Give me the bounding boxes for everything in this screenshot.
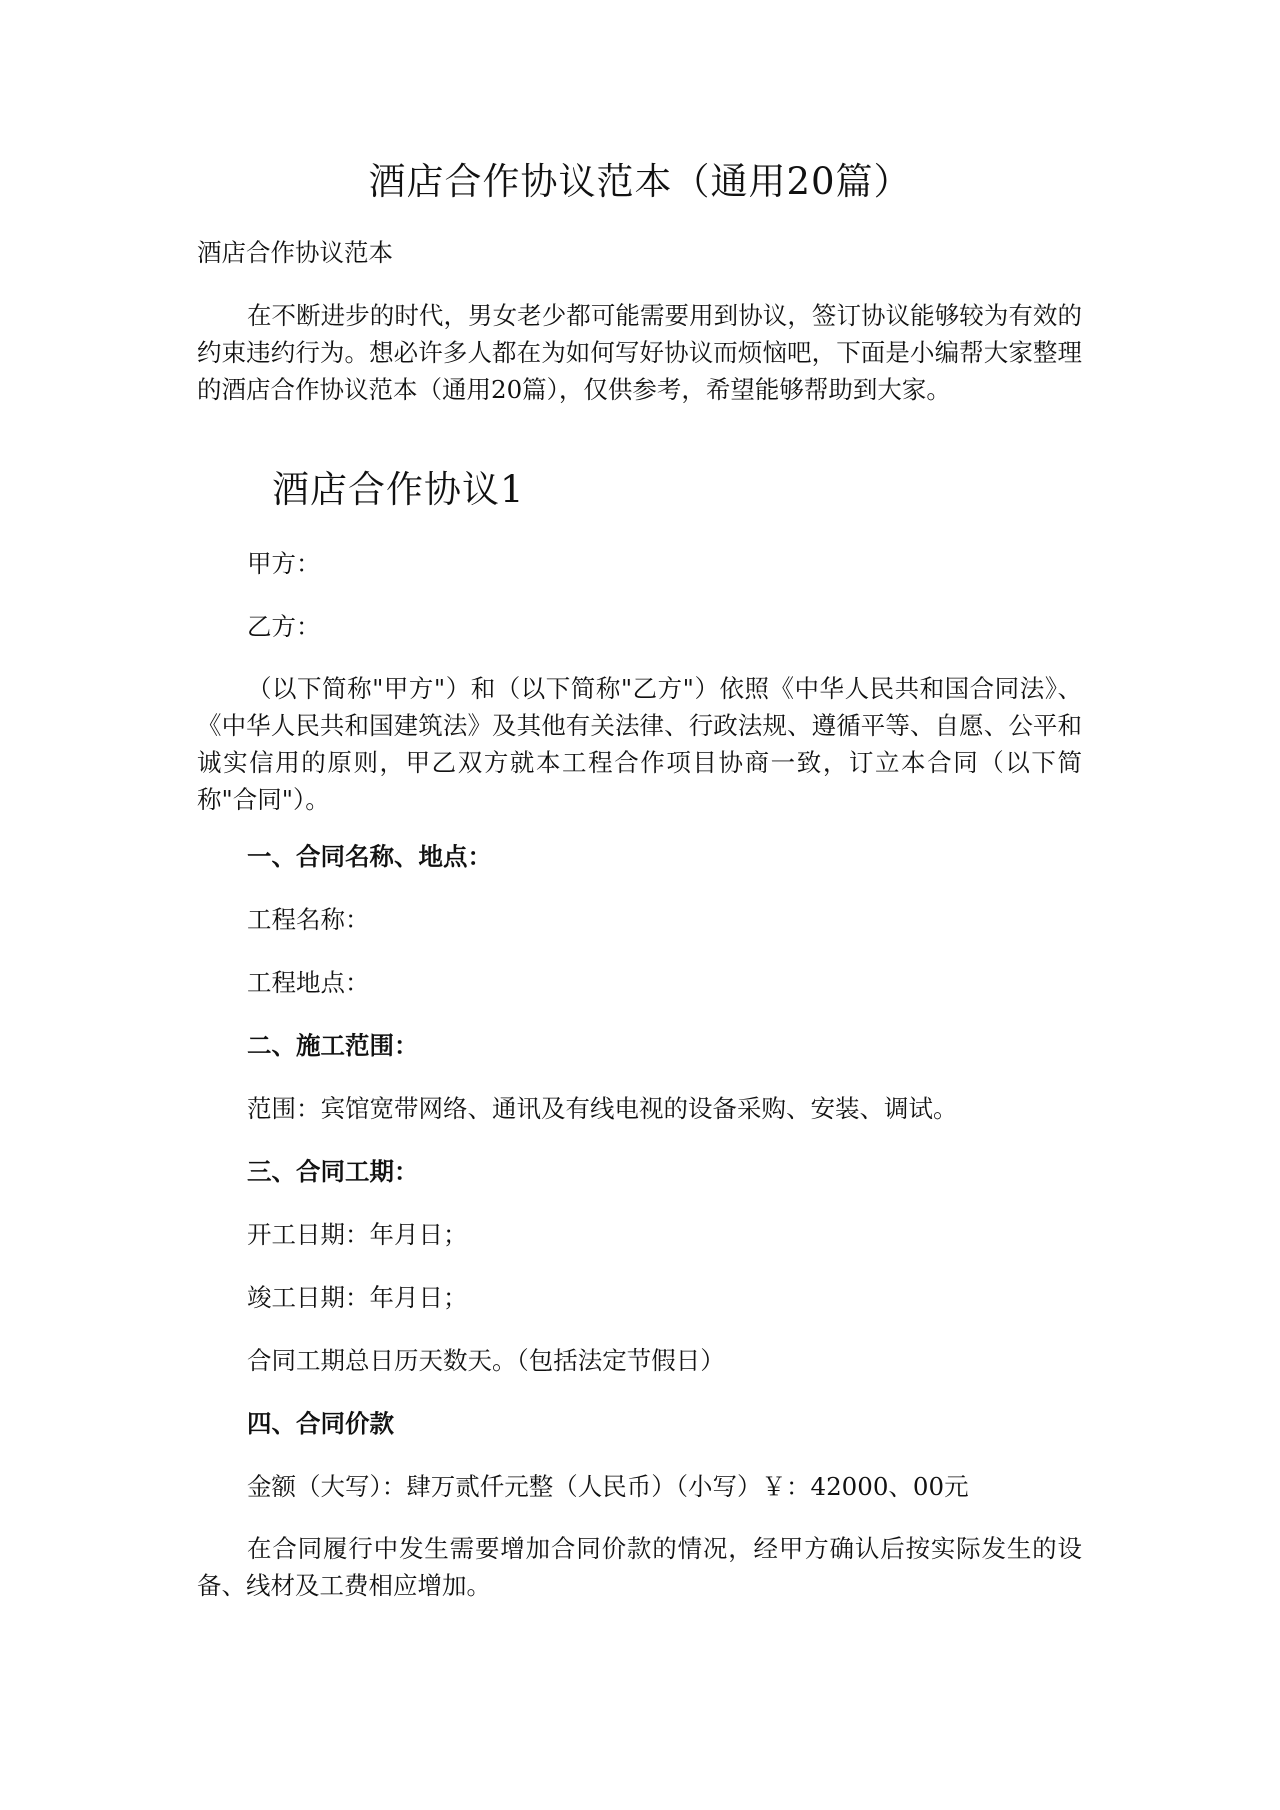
amount-text: 金额（大写）：肆万贰仟元整（人民币）（小写）￥：42000、00元 [247, 1472, 969, 1501]
section-3-title: 三、合同工期： [247, 1157, 419, 1186]
agreement-heading: 酒店合作协议1 [272, 468, 525, 511]
party-a-label: 甲方： [247, 549, 321, 578]
document-title: 酒店合作协议范本（通用20篇） [368, 160, 912, 203]
document-subtitle: 酒店合作协议范本 [197, 238, 393, 267]
section-4-title: 四、合同价款 [247, 1409, 394, 1438]
section-2-title: 二、施工范围： [247, 1031, 419, 1060]
section-1-title: 一、合同名称、地点： [247, 842, 492, 871]
price-adjustment-paragraph: 在合同履行中发生需要增加合同价款的情况，经甲方确认后按实际发生的设备、线材及工费相应增加。 [197, 1534, 1082, 1600]
scope-text: 范围：宾馆宽带网络、通讯及有线电视的设备采购、安装、调试。 [247, 1094, 958, 1123]
end-date-text: 竣工日期：年月日； [247, 1283, 468, 1312]
start-date-text: 开工日期：年月日； [247, 1220, 468, 1249]
intro-paragraph: 在不断进步的时代，男女老少都可能需要用到协议，签订协议能够较为有效的约束违约行为。想必许多人都在为如何写好协议而烦恼吧，下面是小编帮大家整理的酒店合作协议范本（通用20篇），仅供参考，希望能够帮助到大家。 [197, 301, 1082, 404]
project-location-label: 工程地点： [247, 968, 370, 997]
preamble-paragraph: （以下简称"甲方"）和（以下简称"乙方"）依照《中华人民共和国合同法》、《中华人民共和国建筑法》及其他有关法律、行政法规、遵循平等、自愿、公平和诚实信用的原则，甲乙双方就本工程合作项目协商一致，订立本合同（以下简称"合同"）。 [197, 674, 1082, 814]
duration-text: 合同工期总日历天数天。（包括法定节假日） [247, 1346, 725, 1375]
party-b-label: 乙方： [247, 612, 321, 641]
project-name-label: 工程名称： [247, 905, 370, 934]
